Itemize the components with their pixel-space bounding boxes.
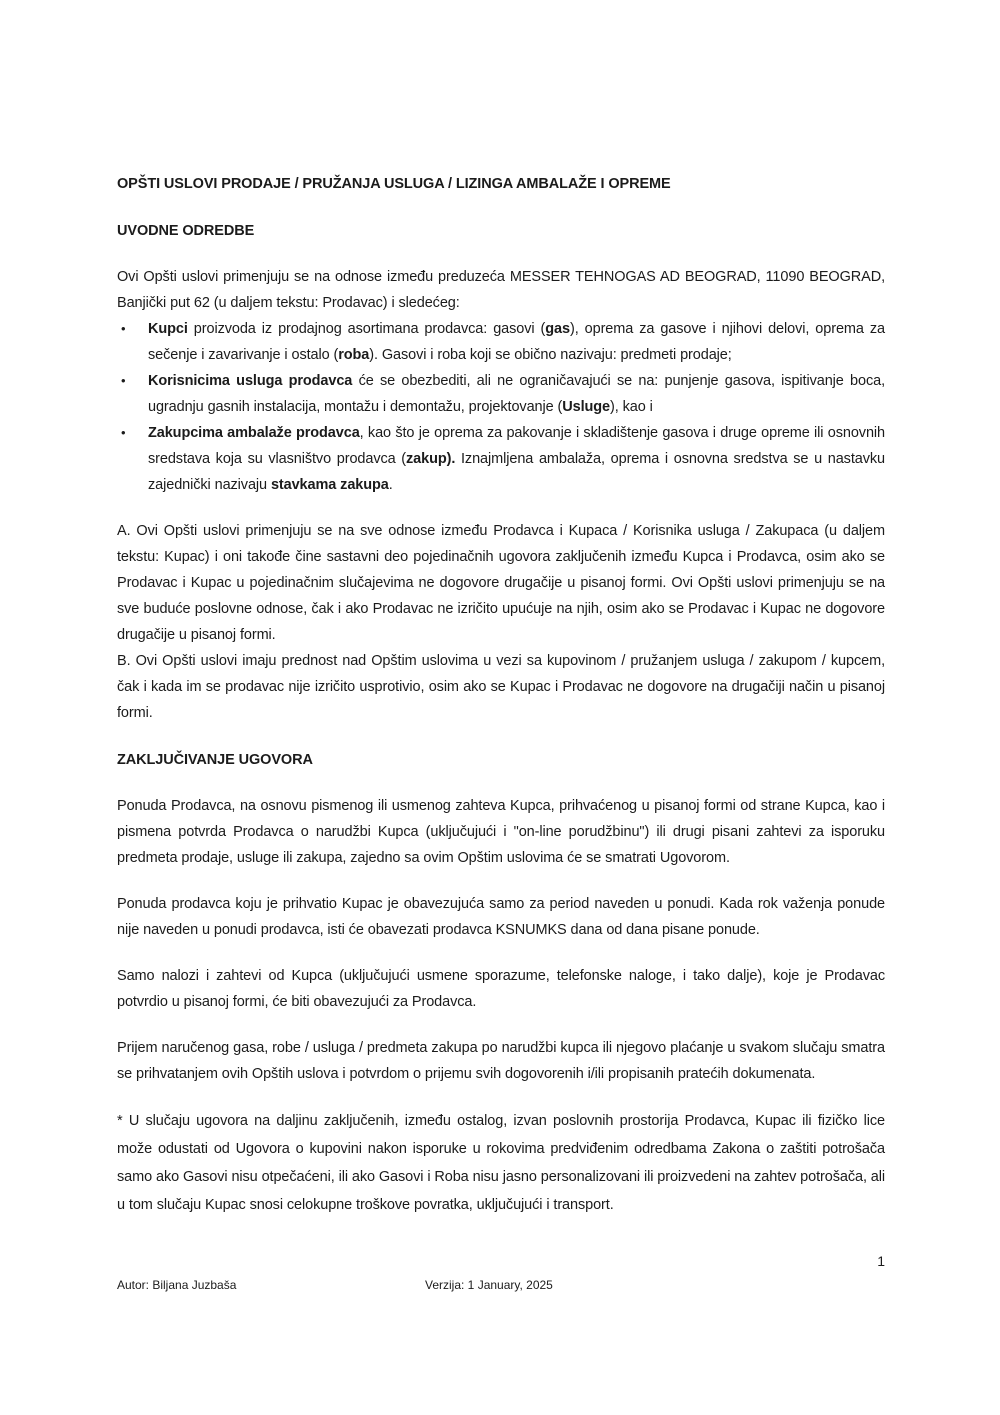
footer-author: Autor: Biljana Juzbaša (117, 1278, 237, 1292)
text-run: A. Ovi Opšti uslovi primenjuju se na sve odnose između Prodavca i Kupaca / Korisnika usluga / Zakupaca (u daljem tekstu: Kupac) i oni takođe čine sastavni deo pojedinačnih ugovora zaključenih između Kupca i Prodavca, osim ako se Prodavac i Kupac u pojedinačnim slučajevima ne dogovore drugačije u pisanoj formi. Ovi Opšti uslovi primenjuju se na sve buduće poslovne odnose, čak i ako Prodavac ne izričito upućuje na njih, osim ako se Prodavac i Kupac ne dogovore drugačije u pisanoj formi. (117, 523, 885, 643)
text-run: Iznajmljena ambalaža, oprema i osnovna sredstva se u nastavku zajednički nazivaju (148, 451, 885, 493)
bullet-item (121, 316, 885, 368)
paragraph (117, 1035, 885, 1087)
text-run: Usluge (562, 399, 610, 415)
text-run: Kupci (148, 321, 188, 337)
text-run: , kao što je oprema za pakovanje i skladištenje gasova i druge opreme ili osnovnih sredstava koja su vlasništvo prodavca ( (148, 425, 885, 467)
bullet-item (121, 368, 886, 420)
text-run: Ponuda Prodavca, na osnovu pismenog ili usmenog zahteva Kupca, prihvaćenog u pisanoj formi od strane Kupca, kao i pismena potvrda Prodavca o narudžbi Kupca (uključujući i "on-line porudžbinu") ili drugi pisani zahtevi za isporuku predmeta prodaje, usluge ili zakupa, zajedno sa ovim Opštim uslovima će se smatrati Ugovorom. (117, 798, 885, 866)
paragraph (117, 793, 885, 871)
text-run: Ovi Opšti uslovi primenjuju se na odnose između preduzeća MESSER TEHNOGAS AD BEOGRAD, 11090 BEOGRAD, Banjički put 62 (u daljem tekstu: Prodavac) i sledećeg: (117, 269, 885, 311)
text-run: Zakupcima ambalaže prodavca (148, 425, 360, 441)
text-run: proizvoda iz prodajnog asortimana prodavca: gasovi ( (187, 321, 546, 337)
footer-version: Verzija: 1 January, 2025 (425, 1278, 553, 1292)
page-footer (117, 1277, 885, 1293)
text-run: Prijem naručenog gasa, robe / usluga / predmeta zakupa po narudžbi kupca ili njegovo plaćanje u svakom slučaju smatra se prihvatanjem ovih Opštih uslova i potvrdom o prijemu svih dogovorenih i/ili propisanih pratećih dokumenata. (117, 1040, 885, 1082)
text-run: roba (338, 347, 370, 363)
document-title: OPŠTI USLOVI PRODAJE / PRUŽANJA USLUGA / LIZINGA AMBALAŽE I OPREME (117, 176, 671, 192)
text-run: B. Ovi Opšti uslovi imaju prednost nad Opštim uslovima u vezi sa kupovinom / pružanjem usluga / zakupom / kupcem, čak i kada im se prodavac nije izričito usprotivio, osim ako se Kupac i Prodavac ne dogovore na drugačiji način u pisanoj formi. (117, 653, 885, 721)
section-heading: UVODNE ODREDBE (117, 223, 255, 239)
text-run: ). Gasovi i roba koji se obično nazivaju: predmeti prodaje; (369, 347, 732, 363)
text-run: ), oprema za gasove i njihovi delovi, oprema za sečenje i zavarivanje i ostalo ( (148, 321, 885, 363)
bullet-icon: • (121, 373, 126, 388)
document-blocks (117, 218, 885, 1219)
text-run: . (388, 477, 393, 493)
text-run: Samo nalozi i zahtevi od Kupca (uključujući usmene sporazume, telefonske naloge, i tako dalje), koje je Prodavac potvrdio u pisanoj formi, će biti obavezujući za Prodavca. (117, 968, 885, 1010)
text-run: * U slučaju ugovora na daljinu zaključenih, između ostalog, izvan poslovnih prostorija Prodavca, Kupac ili fizičko lice može odustati od Ugovora o kupovini nakon isporuke u rokovima predviđenim odredbama Zakona o zaštiti potrošača samo ako Gasovi nisu otpečaćeni, ili ako Gasovi i Roba nisu jasno personalizovani ili proizvedeni na zahtev potrošača, ali u tom slučaju Kupac snosi celokupne troškove povratka, uključujući i transport. (117, 1113, 886, 1213)
bullet-list (117, 316, 885, 498)
text-run: ), kao i (610, 399, 653, 415)
document-content (117, 171, 885, 1219)
text-run: gas (545, 321, 570, 337)
text-run: Korisnicima usluga prodavca (148, 373, 353, 389)
bullet-icon: • (121, 425, 126, 440)
text-run: zakup). (406, 451, 456, 467)
paragraph (117, 963, 885, 1015)
text-run: stavkama zakupa (270, 477, 389, 493)
text-run: Ponuda prodavca koju je prihvatio Kupac je obavezujuća samo za period naveden u ponudi. Kada rok važenja ponude nije naveden u ponudi prodavca, isti će obavezati prodavca KSNUMKS dana od dana pisane ponude. (117, 896, 885, 938)
paragraph (117, 264, 885, 316)
text-run: će se obezbediti, ali ne ograničavajući se na: punjenje gasova, ispitivanje boca, ugradnju gasnih instalacija, montažu i demontažu, projektovanje ( (148, 373, 886, 415)
page-number: 1 (877, 1253, 885, 1269)
section-heading: ZAKLJUČIVANJE UGOVORA (117, 752, 313, 768)
paragraph (117, 1107, 885, 1219)
bullet-item (121, 420, 885, 498)
bullet-icon: • (121, 321, 126, 336)
paragraph (117, 891, 885, 943)
paragraph (117, 518, 885, 726)
